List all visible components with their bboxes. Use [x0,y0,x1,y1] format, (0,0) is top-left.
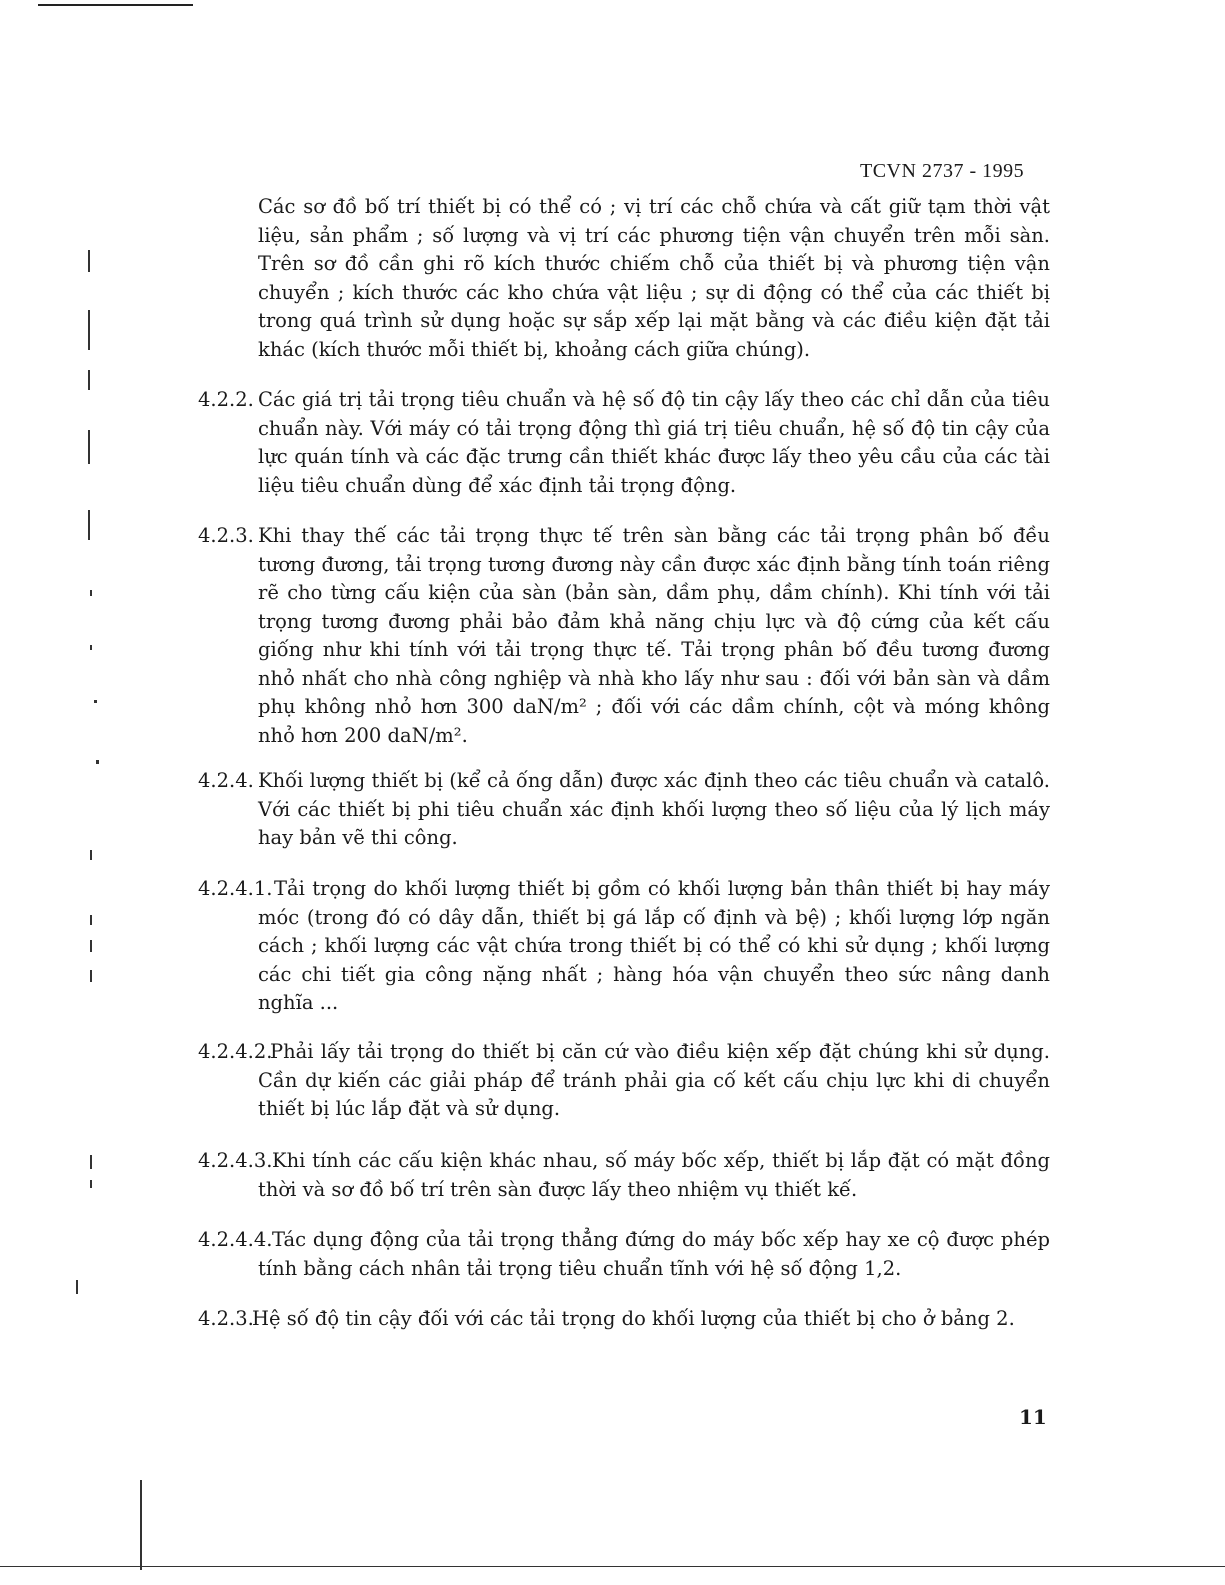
paragraph-4-2-4-1 [198,875,1050,1018]
paragraph-text: Các sơ đồ bố trí thiết bị có thể có ; vị trí các chỗ chứa và cất giữ tạm thời vật liệu, sản phẩm ; số lượng và vị trí các phương tiện vận chuyển trên mỗi sàn. Trên sơ đồ cần ghi rõ kích thước chiếm chỗ của thiết bị và phương tiện vận chuyển ; kích thước các kho chứa vật liệu ; sự di động có thể của các thiết bị trong quá trình sử dụng hoặc sự sắp xếp lại mặt bằng và các điều kiện đặt tải khác (kích thước mỗi thiết bị, khoảng cách giữa chúng). [258,195,1050,361]
paragraph-text: Các giá trị tải trọng tiêu chuẩn và hệ số độ tin cậy lấy theo các chỉ dẫn của tiêu chuẩn này. Với máy có tải trọng động thì giá trị tiêu chuẩn, hệ số độ tin cậy của lực quán tính và các đặc trưng cần thiết khác được lấy theo yêu cầu của các tài liệu tiêu chuẩn dùng để xác định tải trọng động. [258,388,1050,497]
standard-code-header: TCVN 2737 - 1995 [860,160,1025,182]
paragraph-4-2-4-2 [198,1038,1050,1124]
top-rule [38,4,193,6]
paragraph-intro [258,193,1050,364]
paragraph-number: 4.2.3. [198,524,254,547]
page-number: 11 [1019,1405,1047,1429]
margin-scan-marks [80,250,160,1570]
paragraph-4-2-3 [198,522,1050,750]
paragraph-number: 4.2.2. [198,388,254,411]
paragraph-text: Phải lấy tải trọng do thiết bị căn cứ vào điều kiện xếp đặt chúng khi sử dụng. Cần dự kiến các giải pháp để tránh phải gia cố kết cấu chịu lực khi di chuyển thiết bị lúc lắp đặt và sử dụng. [258,1040,1050,1120]
paragraph-4-2-4-4 [198,1226,1050,1283]
paragraph-text: Khối lượng thiết bị (kể cả ống dẫn) được xác định theo các tiêu chuẩn và catalô. Với các thiết bị phi tiêu chuẩn xác định khối lượng theo số liệu của lý lịch máy hay bản vẽ thi công. [258,769,1050,849]
paragraph-text: Khi tính các cấu kiện khác nhau, số máy bốc xếp, thiết bị lắp đặt có mặt đồng thời và sơ đồ bố trí trên sàn được lấy theo nhiệm vụ thiết kế. [258,1149,1050,1201]
paragraph-text: Tác dụng động của tải trọng thẳng đứng do máy bốc xếp hay xe cộ được phép tính bằng cách nhân tải trọng tiêu chuẩn tĩnh với hệ số động 1,2. [258,1228,1050,1280]
paragraph-number: 4.2.3. [198,1307,254,1330]
paragraph-number: 4.2.4.3. [198,1149,273,1172]
paragraph-4-2-2 [198,386,1050,500]
paragraph-4-2-3-coefficient [198,1305,1050,1334]
paragraph-text: Khi thay thế các tải trọng thực tế trên sàn bằng các tải trọng phân bố đều tương đương, tải trọng tương đương này cần được xác định bằng tính toán riêng rẽ cho từng cấu kiện của sàn (bản sàn, dầm phụ, dầm chính). Khi tính với tải trọng tương đương phải bảo đảm khả năng chịu lực và độ cứng của kết cấu giống như khi tính với tải trọng thực tế. Tải trọng phân bố đều tương đương nhỏ nhất cho nhà công nghiệp và nhà kho lấy như sau : đối với bản sàn và dầm phụ không nhỏ hơn 300 daN/m² ; đối với các dầm chính, cột và móng không nhỏ hơn 200 daN/m². [258,524,1050,747]
paragraph-number: 4.2.4.2. [198,1040,273,1063]
paragraph-number: 4.2.4.1. [198,877,273,900]
paragraph-4-2-4-3 [198,1147,1050,1204]
paragraph-4-2-4 [198,767,1050,853]
paragraph-number: 4.2.4. [198,769,254,792]
paragraph-text: Hệ số độ tin cậy đối với các tải trọng do khối lượng của thiết bị cho ở bảng 2. [252,1307,1015,1330]
paragraph-number: 4.2.4.4. [198,1228,273,1251]
paragraph-text: Tải trọng do khối lượng thiết bị gồm có khối lượng bản thân thiết bị hay máy móc (trong đó có dây dẫn, thiết bị gá lắp cố định và bệ) ; khối lượng lớp ngăn cách ; khối lượng các vật chứa trong thiết bị có thể có khi sử dụng ; khối lượng các chi tiết gia công nặng nhất ; hàng hóa vận chuyển theo sức nâng danh nghĩa ... [258,877,1050,1014]
bottom-rule [0,1566,1225,1567]
